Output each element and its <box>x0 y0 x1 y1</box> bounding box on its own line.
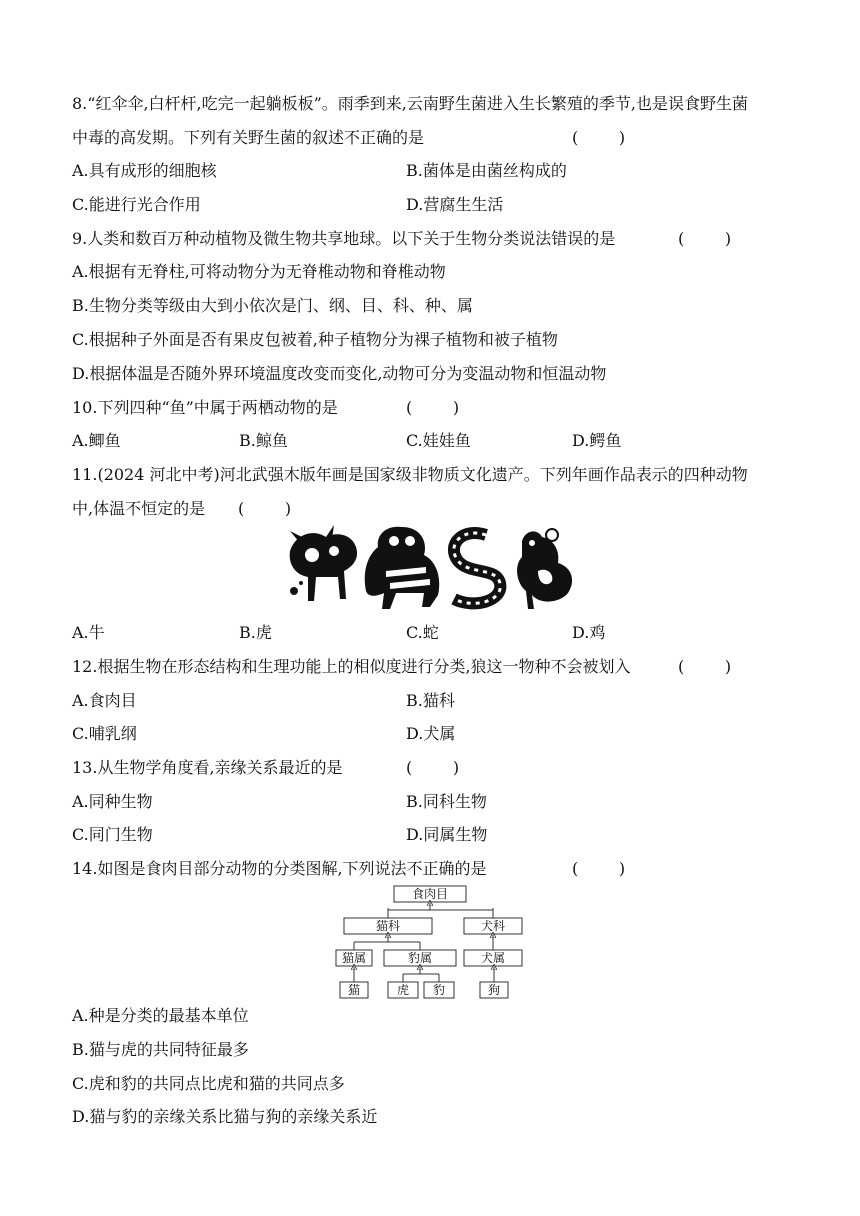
tiger-figure <box>365 527 439 609</box>
tree-label-genus-cat: 猫属 <box>341 951 367 965</box>
q13-stem: 13.从生物学角度看,亲缘关系最近的是 <box>72 758 343 777</box>
q12-option-d: D.犬属 <box>406 724 456 743</box>
rooster-figure <box>517 529 572 609</box>
q11-option-b: B.虎 <box>239 623 272 642</box>
q14-option-a: A.种是分类的最基本单位 <box>72 1006 249 1025</box>
q11-stem-line1: 11.(2024 河北中考)河北武强木版年画是国家级非物质文化遗产。下列年画作品表示的四种动物 <box>72 465 748 484</box>
q13-option-d: D.同属生物 <box>406 825 488 844</box>
q11-option-c: C.蛇 <box>406 623 439 642</box>
q8-option-c: C.能进行光合作用 <box>72 195 201 214</box>
tree-connectors <box>354 903 494 982</box>
q14-option-c: C.虎和豹的共同点比虎和猫的共同点多 <box>72 1074 345 1093</box>
q10-option-a: A.鲫鱼 <box>72 431 121 450</box>
q13-option-c: C.同门生物 <box>72 825 153 844</box>
q14-answer-blank: ( ) <box>572 859 626 878</box>
q13-answer-blank: ( ) <box>406 758 460 777</box>
tree-label-species-tiger: 虎 <box>396 983 410 997</box>
tree-label-species-leopard: 豹 <box>432 983 446 997</box>
q10-option-d: D.鳄鱼 <box>572 431 622 450</box>
tree-label-species-cat: 猫 <box>347 983 361 997</box>
q8-option-a: A.具有成形的细胞核 <box>72 161 217 180</box>
q14-stem: 14.如图是食肉目部分动物的分类图解,下列说法不正确的是 <box>72 859 487 878</box>
tree-label-family-dog: 犬科 <box>480 919 506 933</box>
q12-option-a: A.食肉目 <box>72 691 137 710</box>
q9-answer-blank: ( ) <box>678 229 732 248</box>
q14-option-b: B.猫与虎的共同特征最多 <box>72 1040 249 1059</box>
q8-option-b: B.菌体是由菌丝构成的 <box>406 161 567 180</box>
q9-stem: 9.人类和数百万种动植物及微生物共享地球。以下关于生物分类说法错误的是 <box>72 229 616 248</box>
q8-stem-line1: 8.“红伞伞,白杆杆,吃完一起躺板板”。雨季到来,云南野生菌进入生长繁殖的季节,也是误食野生菌 <box>72 94 748 113</box>
q10-answer-blank: ( ) <box>406 398 460 417</box>
q8-stem-line2: 中毒的高发期。下列有关野生菌的叙述不正确的是 <box>72 128 425 147</box>
ox-figure <box>290 525 357 601</box>
q9-option-d: D.根据体温是否随外界环境温度改变而变化,动物可分为变温动物和恒温动物 <box>72 364 607 383</box>
q12-answer-blank: ( ) <box>678 657 732 676</box>
tree-label-family-cat: 猫科 <box>375 919 401 933</box>
woodblock-animals-figure <box>286 521 576 613</box>
tree-label-genus-dog: 犬属 <box>480 951 506 965</box>
q12-option-c: C.哺乳纲 <box>72 724 137 743</box>
q11-answer-blank: ( ) <box>238 499 292 518</box>
tree-label-genus-panthera: 豹属 <box>407 951 433 965</box>
tree-label-species-dog: 狗 <box>487 983 501 997</box>
q8-answer-blank: ( ) <box>572 128 626 147</box>
q9-option-b: B.生物分类等级由大到小依次是门、纲、目、科、种、属 <box>72 296 473 315</box>
q13-option-a: A.同种生物 <box>72 792 153 811</box>
q11-option-a: A.牛 <box>72 623 105 642</box>
q8-option-d: D.营腐生生活 <box>406 195 504 214</box>
q12-stem: 12.根据生物在形态结构和生理功能上的相似度进行分类,狼这一物种不会被划入 <box>72 657 631 676</box>
q9-option-a: A.根据有无脊柱,可将动物分为无脊椎动物和脊椎动物 <box>72 262 446 281</box>
q9-option-c: C.根据种子外面是否有果皮包被着,种子植物分为裸子植物和被子植物 <box>72 330 558 349</box>
q10-option-c: C.娃娃鱼 <box>406 431 471 450</box>
q13-option-b: B.同科生物 <box>406 792 487 811</box>
q12-option-b: B.猫科 <box>406 691 455 710</box>
tree-label-order: 食肉目 <box>411 887 449 901</box>
snake-figure <box>454 533 500 603</box>
q11-stem-line2: 中,体温不恒定的是 <box>72 499 206 518</box>
q11-option-d: D.鸡 <box>572 623 606 642</box>
classification-tree-diagram <box>334 884 526 1000</box>
q14-option-d: D.猫与豹的亲缘关系比猫与狗的亲缘关系近 <box>72 1107 378 1126</box>
q10-option-b: B.鲸鱼 <box>239 431 288 450</box>
q10-stem: 10.下列四种“鱼”中属于两栖动物的是 <box>72 398 338 417</box>
